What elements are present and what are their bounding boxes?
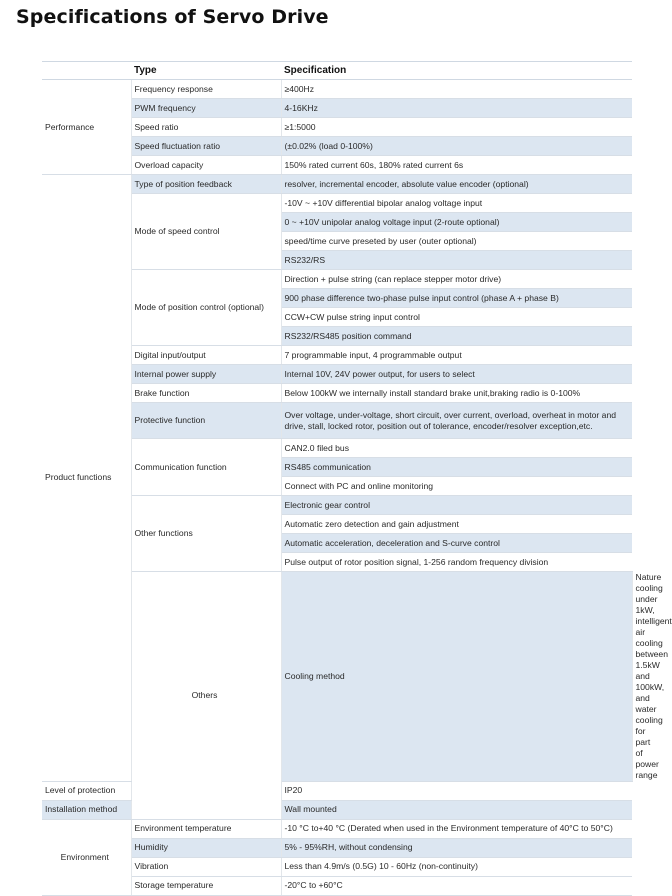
- table-row: [42, 496, 632, 515]
- type-cell: Environment temperature: [131, 819, 281, 838]
- table-row: [42, 857, 632, 876]
- spec-cell: CAN2.0 filed bus: [281, 439, 632, 458]
- spec-cell: resolver, incremental encoder, absolute value encoder (optional): [281, 175, 632, 194]
- group-environment: Environment: [42, 819, 131, 895]
- spec-cell: IP20: [281, 781, 632, 800]
- group-performance: Performance: [42, 80, 131, 175]
- type-cell: Level of protection: [42, 781, 131, 800]
- table-row: [42, 384, 632, 403]
- spec-cell: speed/time curve preseted by user (outer optional): [281, 232, 632, 251]
- spec-cell: CCW+CW pulse string input control: [281, 308, 632, 327]
- type-cell: Brake function: [131, 384, 281, 403]
- table-row: [42, 800, 632, 819]
- spec-cell: -10 °C to+40 °C (Derated when used in the Environment temperature of 40°C to 50°C): [281, 819, 632, 838]
- type-cell: Protective function: [131, 403, 281, 439]
- spec-cell: 150% rated current 60s, 180% rated current 6s: [281, 156, 632, 175]
- type-cell: Storage temperature: [131, 876, 281, 895]
- spec-cell: 5% - 95%RH, without condensing: [281, 838, 632, 857]
- type-cell: Mode of speed control: [131, 194, 281, 270]
- table-row: [42, 156, 632, 175]
- header-specification: Specification: [281, 62, 632, 80]
- table-row: [42, 118, 632, 137]
- group-others: Others: [131, 572, 281, 820]
- table-row: [42, 403, 632, 439]
- type-cell: Internal power supply: [131, 365, 281, 384]
- type-cell: Digital input/output: [131, 346, 281, 365]
- spec-cell: Connect with PC and online monitoring: [281, 477, 632, 496]
- page-title: Specifications of Servo Drive: [16, 6, 329, 28]
- spec-cell: 900 phase difference two-phase pulse input control (phase A + phase B): [281, 289, 632, 308]
- type-cell: Speed ratio: [131, 118, 281, 137]
- type-cell: Installation method: [42, 800, 131, 819]
- table-row: [42, 99, 632, 118]
- spec-cell: Direction + pulse string (can replace stepper motor drive): [281, 270, 632, 289]
- spec-cell: Electronic gear control: [281, 496, 632, 515]
- type-cell: Other functions: [131, 496, 281, 572]
- table-row: [42, 175, 632, 194]
- spec-cell: 7 programmable input, 4 programmable output: [281, 346, 632, 365]
- table-row: [42, 80, 632, 99]
- spec-cell: Over voltage, under-voltage, short circuit, over current, overload, overheat in motor and drive, stall, locked rotor, position out of tolerance, encoder/resolver exception,etc.: [281, 403, 632, 439]
- spec-cell: Pulse output of rotor position signal, 1-256 random frequency division: [281, 553, 632, 572]
- spec-cell: RS485 communication: [281, 458, 632, 477]
- spec-cell: -10V ~ +10V differential bipolar analog voltage input: [281, 194, 632, 213]
- spec-cell: Internal 10V, 24V power output, for users to select: [281, 365, 632, 384]
- type-cell: Vibration: [131, 857, 281, 876]
- spec-cell: RS232/RS: [281, 251, 632, 270]
- table-row: [42, 137, 632, 156]
- spec-cell: ≥400Hz: [281, 80, 632, 99]
- group-product-functions: Product functions: [42, 175, 131, 782]
- spec-cell: RS232/RS485 position command: [281, 327, 632, 346]
- spec-cell: (±0.02% (load 0-100%): [281, 137, 632, 156]
- type-cell: Type of position feedback: [131, 175, 281, 194]
- spec-cell: 0 ~ +10V unipolar analog voltage input (2-route optional): [281, 213, 632, 232]
- type-cell: Humidity: [131, 838, 281, 857]
- spec-cell: Below 100kW we internally install standard brake unit,braking radio is 0-100%: [281, 384, 632, 403]
- table-row: [42, 876, 632, 895]
- table-row: [42, 819, 632, 838]
- type-cell: Frequency response: [131, 80, 281, 99]
- table-row: [42, 838, 632, 857]
- spec-cell: Automatic acceleration, deceleration and S-curve control: [281, 534, 632, 553]
- type-cell: Mode of position control (optional): [131, 270, 281, 346]
- spec-cell: Wall mounted: [281, 800, 632, 819]
- spec-table: [42, 61, 672, 896]
- table-row: [42, 439, 632, 458]
- type-cell: Speed fluctuation ratio: [131, 137, 281, 156]
- type-cell: PWM frequency: [131, 99, 281, 118]
- table-row: [42, 270, 632, 289]
- header-blank: [42, 62, 131, 80]
- table-row: [42, 346, 632, 365]
- spec-cell: ≥1:5000: [281, 118, 632, 137]
- spec-cell: Less than 4.9m/s (0.5G) 10 - 60Hz (non-continuity): [281, 857, 632, 876]
- spec-cell: 4-16KHz: [281, 99, 632, 118]
- header-type: Type: [131, 62, 281, 80]
- spec-cell: Automatic zero detection and gain adjustment: [281, 515, 632, 534]
- spec-cell: -20°C to +60°C: [281, 876, 632, 895]
- table-header-row: [42, 62, 632, 80]
- table-row: Others Cooling method Nature cooling under 1kW, intelligent air cooling between 1.5kW and 100kW, and water cooling for part of power range: [42, 572, 632, 782]
- table-row: [42, 365, 632, 384]
- table-row: [42, 781, 632, 800]
- type-cell: Overload capacity: [131, 156, 281, 175]
- type-cell: Communication function: [131, 439, 281, 496]
- type-cell: Cooling method: [281, 572, 632, 782]
- table-row: [42, 194, 632, 213]
